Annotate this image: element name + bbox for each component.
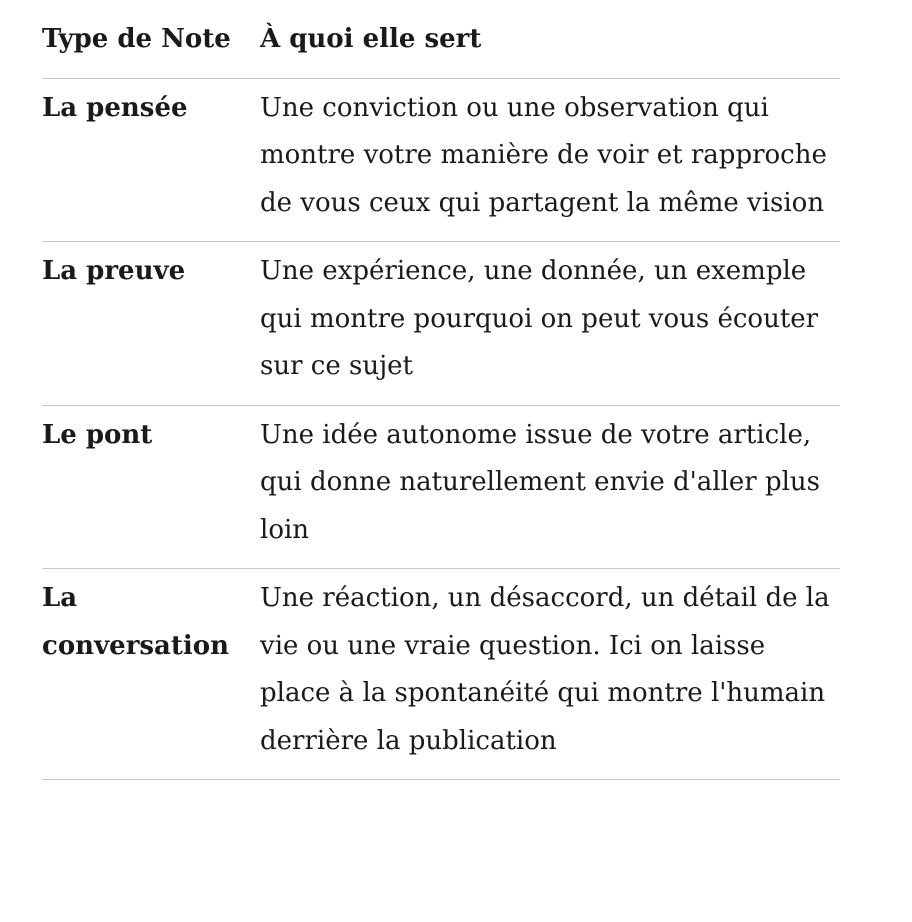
table-row xyxy=(42,78,840,242)
note-purpose-cell: Une idée autonome issue de votre article, qui donne naturellement envie d'aller plus loin xyxy=(260,405,840,569)
note-purpose-cell: Une conviction ou une observation qui montre votre manière de voir et rapproche de vous ceux qui partagent la même vision xyxy=(260,78,840,242)
column-header-purpose: À quoi elle sert xyxy=(260,14,840,78)
note-purpose-cell: Une réaction, un désaccord, un détail de la vie ou une vraie question. Ici on laisse place à la spontanéité qui montre l'humain derrière la publication xyxy=(260,569,840,780)
note-purpose-cell: Une expérience, une donnée, un exemple qui montre pourquoi on peut vous écouter sur ce sujet xyxy=(260,242,840,406)
table-header-row xyxy=(42,14,840,78)
note-type-cell: Le pont xyxy=(42,405,260,569)
column-header-type: Type de Note xyxy=(42,14,260,78)
note-type-cell: La pensée xyxy=(42,78,260,242)
table-row xyxy=(42,242,840,406)
note-type-cell: La preuve xyxy=(42,242,260,406)
table-row xyxy=(42,405,840,569)
table-row xyxy=(42,569,840,780)
note-type-cell: La conversation xyxy=(42,569,260,780)
note-types-table xyxy=(42,14,840,780)
